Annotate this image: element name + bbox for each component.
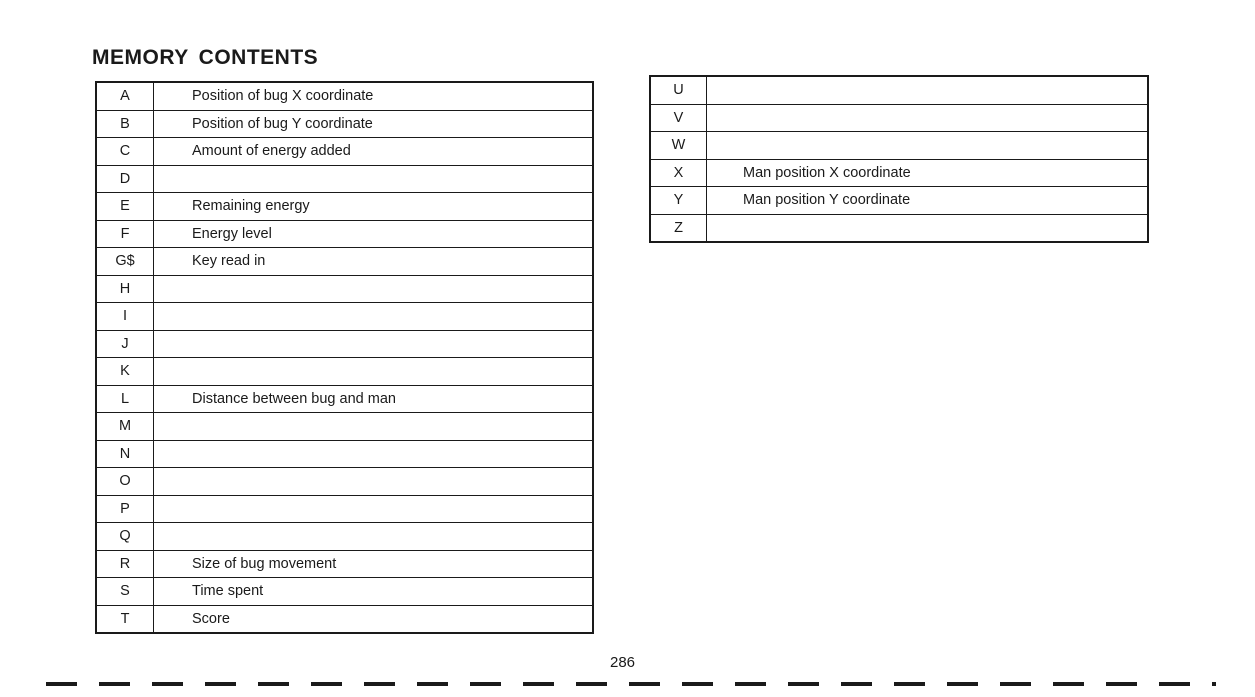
variable-name: H (96, 275, 154, 303)
variable-name: E (96, 193, 154, 221)
variable-name: C (96, 138, 154, 166)
variable-name: F (96, 220, 154, 248)
variable-description: Man position Y coordinate (707, 187, 1149, 215)
variable-description (154, 495, 594, 523)
variable-description (154, 358, 594, 386)
table-row (96, 385, 593, 413)
variable-name: J (96, 330, 154, 358)
variable-name: T (96, 605, 154, 633)
table-row (650, 132, 1148, 160)
variable-description (154, 303, 594, 331)
variable-name: Y (650, 187, 707, 215)
variable-description: Score (154, 605, 594, 633)
variable-name: Z (650, 214, 707, 242)
variable-description (707, 214, 1149, 242)
variable-name: B (96, 110, 154, 138)
variable-description: Time spent (154, 578, 594, 606)
variable-description: Man position X coordinate (707, 159, 1149, 187)
table-row (96, 165, 593, 193)
variable-name: Q (96, 523, 154, 551)
table-row (650, 187, 1148, 215)
variable-description: Size of bug movement (154, 550, 594, 578)
variable-name: A (96, 82, 154, 110)
variable-description (154, 413, 594, 441)
variable-description: Distance between bug and man (154, 385, 594, 413)
variable-description (154, 468, 594, 496)
table-row (96, 468, 593, 496)
memory-table-left (95, 81, 594, 634)
variable-description (707, 104, 1149, 132)
table-row (96, 303, 593, 331)
variable-name: L (96, 385, 154, 413)
variable-description (154, 523, 594, 551)
variable-name: W (650, 132, 707, 160)
variable-name: P (96, 495, 154, 523)
variable-name: M (96, 413, 154, 441)
variable-name: N (96, 440, 154, 468)
variable-name: X (650, 159, 707, 187)
table-row (650, 76, 1148, 104)
table-row (650, 104, 1148, 132)
variable-description: Position of bug X coordinate (154, 82, 594, 110)
variable-description: Amount of energy added (154, 138, 594, 166)
table-row (650, 159, 1148, 187)
variable-name: S (96, 578, 154, 606)
variable-name: R (96, 550, 154, 578)
table-row (96, 605, 593, 633)
memory-table-right (649, 75, 1149, 243)
page-number: 286 (609, 654, 636, 671)
table-row (96, 330, 593, 358)
table-row (96, 275, 593, 303)
table-row (96, 110, 593, 138)
variable-description (154, 330, 594, 358)
table-row (96, 523, 593, 551)
variable-description: Key read in (154, 248, 594, 276)
table-row (96, 193, 593, 221)
variable-name: O (96, 468, 154, 496)
variable-description (154, 275, 594, 303)
table-row (96, 358, 593, 386)
variable-description (154, 165, 594, 193)
variable-name: K (96, 358, 154, 386)
table-row (96, 495, 593, 523)
table-row (96, 248, 593, 276)
table-row (96, 220, 593, 248)
variable-description: Remaining energy (154, 193, 594, 221)
table-row (650, 214, 1148, 242)
variable-description (707, 132, 1149, 160)
variable-name: V (650, 104, 707, 132)
page-title: MEMORY CONTENTS (92, 46, 319, 69)
variable-description (154, 440, 594, 468)
table-row (96, 413, 593, 441)
table-row (96, 440, 593, 468)
variable-description: Energy level (154, 220, 594, 248)
dashed-divider (46, 682, 1216, 686)
variable-description: Position of bug Y coordinate (154, 110, 594, 138)
variable-name: G$ (96, 248, 154, 276)
variable-name: D (96, 165, 154, 193)
table-row (96, 578, 593, 606)
variable-name: U (650, 76, 707, 104)
table-row (96, 82, 593, 110)
table-row (96, 138, 593, 166)
variable-name: I (96, 303, 154, 331)
table-row (96, 550, 593, 578)
variable-description (707, 76, 1149, 104)
